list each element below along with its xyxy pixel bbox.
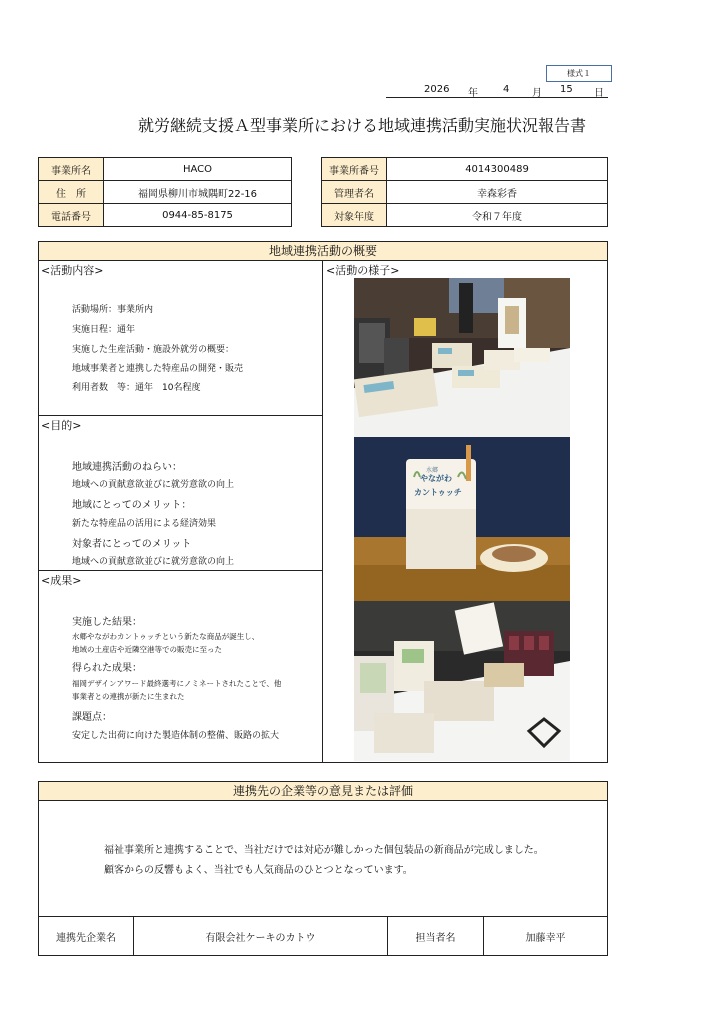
date-month: 4 [503,84,510,95]
date-day: 15 [560,84,573,95]
opinion-heading: 連携先の企業等の意見または評価 [38,781,608,801]
table-row [39,204,292,227]
partner-company-label: 連携先企業名 [39,917,134,956]
report-date [386,82,608,98]
info-label: 対象年度 [322,204,387,227]
purpose-label: <目的> [41,419,82,432]
photo-label: <活動の様子> [326,264,400,277]
info-value: 4014300489 [387,158,608,181]
form-number: 様式１ [546,65,612,82]
opinion-box [38,800,608,917]
result-text: 水郷やながわカントゥッチという新たな商品が誕生し、 [72,632,260,641]
table-row [322,181,608,204]
info-value: 福岡県柳川市城隅町22-16 [104,181,292,204]
purpose-text: 地域への貢献意欲並びに就労意欲の向上 [72,480,235,490]
purpose-text: 地域への貢献意欲並びに就労意欲の向上 [72,557,235,567]
activity-label: <活動内容> [41,264,104,277]
manager-info-table [321,157,608,227]
section-divider [38,570,323,571]
table-row [39,158,292,181]
overview-heading: 地域連携活動の概要 [38,241,608,261]
partner-table [38,916,608,956]
activity-photo-display [354,278,570,437]
date-day-unit: 日 [594,88,604,99]
result-label: <成果> [41,574,82,587]
purpose-heading: 対象者にとってのメリット [72,539,192,550]
display-table-image [354,278,570,437]
info-label: 事業所名 [39,158,104,181]
result-text: 事業者との連携が新たに生まれた [72,692,185,701]
date-year: 2026 [424,84,450,95]
result-heading: 実施した結果： [72,617,142,628]
page-title: 就労継続支援Ａ型事業所における地域連携活動実施状況報告書 [137,116,586,135]
product-package-image [354,437,570,601]
activity-line: 実施日程：通年 [72,325,136,335]
activity-line: 活動場所：事業所内 [72,305,154,315]
result-heading: 課題点： [72,712,112,723]
sales-booth-image [354,601,570,761]
partner-company-value: 有限会社ケーキのカトウ [134,917,388,956]
table-row [39,917,608,956]
result-text: 安定した出荷に向けた製造体制の整備、販路の拡大 [72,731,280,741]
result-text: 地域の土産店や近隣空港等での販売に至った [72,645,222,654]
package-label-product: カントゥッチ [414,488,462,497]
activity-line: 地域事業者と連携した特産品の開発・販売 [72,364,244,374]
info-value: HACO [104,158,292,181]
result-text: 福岡デザインアワード最終選考にノミネートされたことで、他 [72,679,282,688]
purpose-heading: 地域にとってのメリット： [72,500,192,511]
info-label: 住 所 [39,181,104,204]
date-year-unit: 年 [468,88,478,99]
info-label: 事業所番号 [322,158,387,181]
result-heading: 得られた成果： [72,663,142,674]
date-month-unit: 月 [532,88,542,99]
section-divider [38,415,323,416]
info-value: 令和７年度 [387,204,608,227]
table-row [322,204,608,227]
partner-person-value: 加藤幸平 [484,917,608,956]
activity-photo-product [354,437,570,601]
info-value: 0944-85-8175 [104,204,292,227]
partner-person-label: 担当者名 [388,917,484,956]
office-info-table [38,157,292,227]
activity-photo-booth [354,601,570,761]
info-label: 管理者名 [322,181,387,204]
activity-line: 実施した生産活動・施設外就労の概要： [72,345,235,355]
package-label-brand: やながわ [420,474,452,483]
purpose-text: 新たな特産品の活用による経済効果 [72,519,217,529]
opinion-line: 顧客からの反響もよく、当社でも人気商品のひとつとなっています。 [104,865,413,876]
table-row [322,158,608,181]
purpose-heading: 地域連携活動のねらい： [72,462,182,473]
opinion-line: 福祉事業所と連携することで、当社だけでは対応が難しかった個包装品の新商品が完成しました。 [104,845,544,856]
info-value: 幸森彩香 [387,181,608,204]
package-label-small: 水郷 [426,467,439,474]
panel-divider [322,260,323,763]
table-row [39,181,292,204]
info-label: 電話番号 [39,204,104,227]
activity-line: 利用者数 等：通年 10名程度 [72,383,201,393]
